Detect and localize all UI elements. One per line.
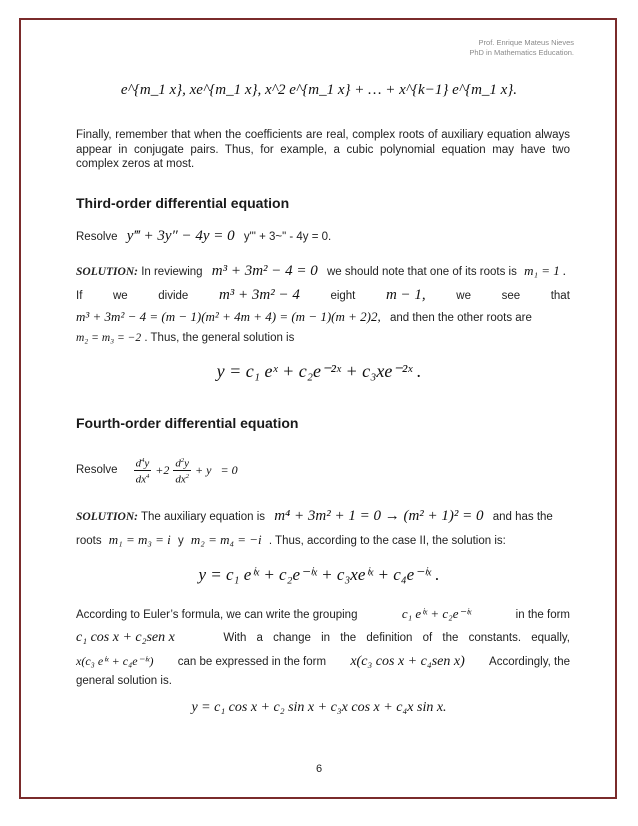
section-title-third-order: Third-order differential equation <box>76 195 290 211</box>
fraction-d4y-dx4: $\frac{d^4y}{dx^4}$ <box>135 456 150 486</box>
general-solution-fourth-order: y = c₁ eⁱˣ + c₂e⁻ⁱˣ + c₃xeⁱˣ + c₄e⁻ⁱˣ . <box>198 565 440 584</box>
general-solution-third-order: y = c₁ eˣ + c₂e⁻²ˣ + c₃xe⁻²ˣ . <box>216 361 422 381</box>
aux-text: The auxiliary equation is <box>140 511 265 523</box>
divide-row <box>76 287 570 304</box>
x-form-row <box>76 654 570 670</box>
resolve-note: y"' + 3~" - 4y = 0. <box>243 231 332 243</box>
solution-label: SOLUTION: <box>76 266 138 278</box>
word-we: we <box>456 290 471 302</box>
word-we: we <box>112 290 128 302</box>
euler-text: According to Euler’s formula, we can write the grouping <box>76 609 358 621</box>
aux-equation: m³ + 3m² − 4 = 0 <box>211 263 318 279</box>
form-text: With a change in the definition of the constants. equally, <box>223 632 570 644</box>
author-degree: PhD in Mathematics Education. <box>469 48 574 57</box>
solution-text: In reviewing <box>141 266 203 278</box>
x-equation: x(c₃ eⁱˣ + c₄e⁻ⁱˣ) <box>76 654 154 668</box>
euler-text: in the form <box>515 609 570 621</box>
page-number: 6 <box>315 763 323 775</box>
roots-row-fourth-order <box>76 532 570 548</box>
section-title-fourth-order: Fourth-order differential equation <box>76 415 299 431</box>
resolve-row-third-order <box>76 228 570 245</box>
fraction-d2y-dx2: $\frac{d^2y}{dx^2}$ <box>175 456 190 486</box>
x-text: Accordingly, the <box>489 656 570 668</box>
resolve-row-fourth-order <box>76 450 570 490</box>
solution-text: we should note that one of its roots is <box>327 266 517 278</box>
resolve-label: Resolve <box>76 231 118 243</box>
x-form-equation: x(c₃ cos x + c₄sen x) <box>350 654 465 669</box>
euler-row <box>76 606 570 622</box>
roots-connector: y <box>177 535 184 547</box>
roots-equation-2: m₂ = m₄ = −i <box>190 532 262 547</box>
factor-equation: m³ + 3m² − 4 = (m − 1)(m² + 4m + 4) = (m − 1)(m + 2)2, <box>76 309 381 324</box>
word-eight: eight <box>330 290 356 302</box>
roots-equation-1: m₁ = m₃ = i <box>108 532 171 547</box>
factor-row <box>76 309 570 325</box>
resolve-equation: $\frac{d^4y}{dx^4}$ +2 $\frac{d^2y}{dx^2}$ + y = 0 <box>135 456 238 486</box>
solution-label: SOLUTION: <box>76 511 138 523</box>
aux-row <box>76 508 570 525</box>
form-row <box>76 630 570 646</box>
aux-text: and has the <box>492 511 553 523</box>
roots-label: roots <box>76 535 102 547</box>
resolve-equation: y‴ + 3y″ − 4y = 0 <box>126 228 235 244</box>
factor-text: and then the other roots are <box>389 312 532 324</box>
euler-equation: c₁ eⁱˣ + c₂e⁻ⁱˣ <box>401 606 472 621</box>
word-divide: divide <box>158 290 189 302</box>
divisor-equation: m − 1, <box>385 287 426 303</box>
roots-row <box>76 332 570 344</box>
author-header <box>469 38 574 58</box>
roots-text: . Thus, the general solution is <box>144 332 295 344</box>
final-equation: y = c₁ cos x + c₂ sin x + c₃x cos x + c₄x sin x. <box>191 700 447 715</box>
resolve-label: Resolve <box>76 464 118 476</box>
root-equation: m₁ = 1 . <box>524 263 567 278</box>
form-equation: c₁ cos x + c₂sen x <box>76 630 175 645</box>
x-text: can be expressed in the form <box>177 656 327 668</box>
conjugate-paragraph: Finally, remember that when the coefficients are real, complex roots of auxiliary equation always appear in conjugate pairs. Thus, for example, a cubic polynomial equation may have two complex zeros at most. <box>76 129 570 170</box>
divide-equation: m³ + 3m² − 4 <box>218 287 300 303</box>
author-name: Prof. Enrique Mateus Nieves <box>478 38 574 47</box>
roots-text: . Thus, according to the case II, the solution is: <box>268 535 506 547</box>
final-text-row <box>76 675 570 687</box>
roots-equation: m₂ = m₃ = −2 <box>76 332 142 344</box>
final-text: general solution is. <box>76 675 172 687</box>
word-see: see <box>501 290 521 302</box>
series-equation: e^{m_1 x}, xe^{m_1 x}, x^2 e^{m_1 x} + … + x^{k−1} e^{m_1 x}. <box>120 82 518 98</box>
aux-equation: m⁴ + 3m² + 1 = 0 → (m² + 1)² = 0 <box>274 508 484 524</box>
solution-row-1 <box>76 263 570 280</box>
word-if: If <box>76 290 83 302</box>
word-that: that <box>550 290 570 302</box>
